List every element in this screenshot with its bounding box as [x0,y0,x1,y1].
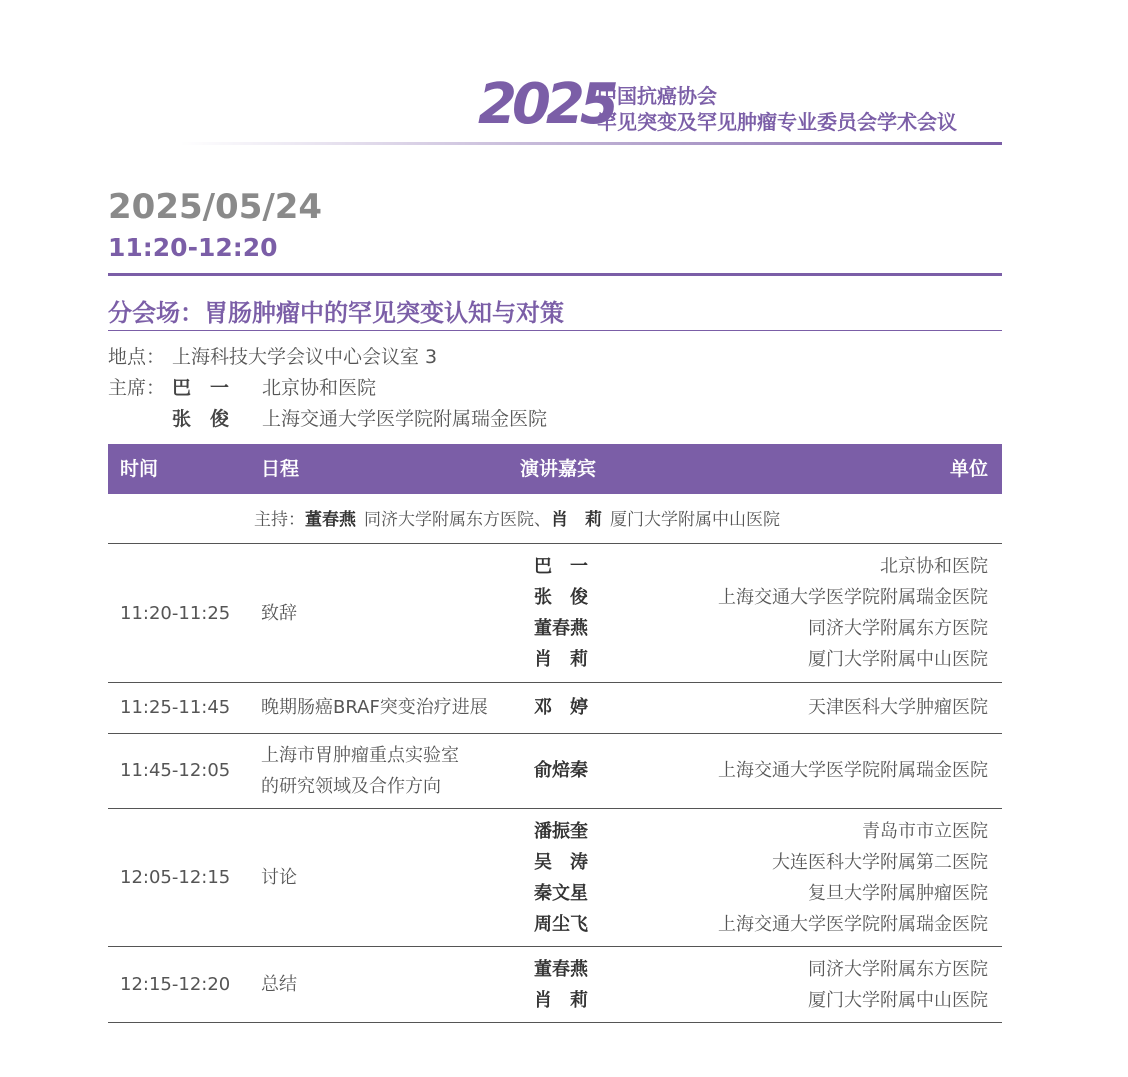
header-divider [180,142,1002,145]
row-divider [108,946,1002,947]
speaker-name: 秦文星 [534,883,588,904]
speaker-name: 张 俊 [534,587,588,608]
speaker-org: 上海交通大学医学院附属瑞金医院 [718,914,988,935]
speaker-org: 上海交通大学医学院附属瑞金医院 [718,760,988,781]
moderator-org: 厦门大学附属中山医院 [610,510,780,530]
row-time: 11:20-11:25 [120,603,231,624]
date-divider [108,273,1002,276]
speaker-name: 周尘飞 [534,914,588,935]
chair-label: 主席： [108,377,166,399]
chair-org: 北京协和医院 [262,377,377,399]
speaker-name: 肖 莉 [534,649,588,670]
row-divider [108,1022,1002,1023]
schedule-table-header [108,444,1002,494]
session-date: 2025/05/24 [108,187,323,227]
speaker-org: 天津医科大学肿瘤医院 [808,697,988,718]
speaker-org: 上海交通大学医学院附属瑞金医院 [718,587,988,608]
session-title: 分会场：胃肠肿瘤中的罕见突变认知与对策 [108,299,564,327]
chair-name: 巴 一 [172,377,230,399]
speaker-org: 北京协和医院 [880,556,988,577]
speaker-name: 吴 涛 [534,852,588,873]
speaker-name: 俞焙秦 [534,760,588,781]
row-topic: 晚期肠癌BRAF突变治疗进展 [261,697,488,718]
header-organization: 单位 [949,458,988,480]
session-time-range: 11:20-12:20 [108,233,278,262]
speaker-name: 潘振奎 [534,821,588,842]
header-agenda: 日程 [261,458,300,480]
speaker-org: 大连医科大学附属第二医院 [772,852,988,873]
moderator-org: 同济大学附属东方医院、 [364,510,551,530]
speaker-org: 复旦大学附属肿瘤医院 [808,883,988,904]
row-time: 11:45-12:05 [120,760,231,781]
speaker-name: 巴 一 [534,556,588,577]
location-label: 地点： [108,346,166,368]
moderator-label: 主持： [254,510,305,530]
chair-org: 上海交通大学医学院附属瑞金医院 [262,408,548,430]
header-speaker: 演讲嘉宾 [520,458,597,480]
speaker-org: 青岛市市立医院 [862,821,988,842]
speaker-name: 肖 莉 [534,990,588,1011]
header-time: 时间 [120,458,159,480]
location-value: 上海科技大学会议中心会议室 3 [172,346,438,368]
row-topic: 致辞 [261,603,297,624]
row-time: 12:05-12:15 [120,867,231,888]
session-title-underline [108,330,1002,331]
row-divider [108,682,1002,683]
conference-logo-year: 2025 [478,72,614,137]
conference-name: 罕见突变及罕见肿瘤专业委员会学术会议 [597,110,957,134]
row-topic: 的研究领域及合作方向 [261,776,441,797]
speaker-org: 厦门大学附属中山医院 [808,990,988,1011]
org-name: 中国抗癌协会 [597,84,717,108]
speaker-org: 同济大学附属东方医院 [808,959,988,980]
speaker-name: 董春燕 [534,618,588,639]
speaker-name: 邓 婷 [534,697,588,718]
speaker-org: 同济大学附属东方医院 [808,618,988,639]
row-topic: 上海市胃肿瘤重点实验室 [261,745,459,766]
row-divider [108,808,1002,809]
moderator-row [254,508,780,532]
row-time: 12:15-12:20 [120,974,231,995]
row-topic: 总结 [261,974,297,995]
row-divider [108,733,1002,734]
moderator-name: 董春燕 [305,510,356,530]
row-topic: 讨论 [261,867,297,888]
speaker-name: 董春燕 [534,959,588,980]
chair-name: 张 俊 [172,408,230,430]
row-divider [108,543,1002,544]
moderator-name: 肖 莉 [551,510,602,530]
speaker-org: 厦门大学附属中山医院 [808,649,988,670]
row-time: 11:25-11:45 [120,697,231,718]
